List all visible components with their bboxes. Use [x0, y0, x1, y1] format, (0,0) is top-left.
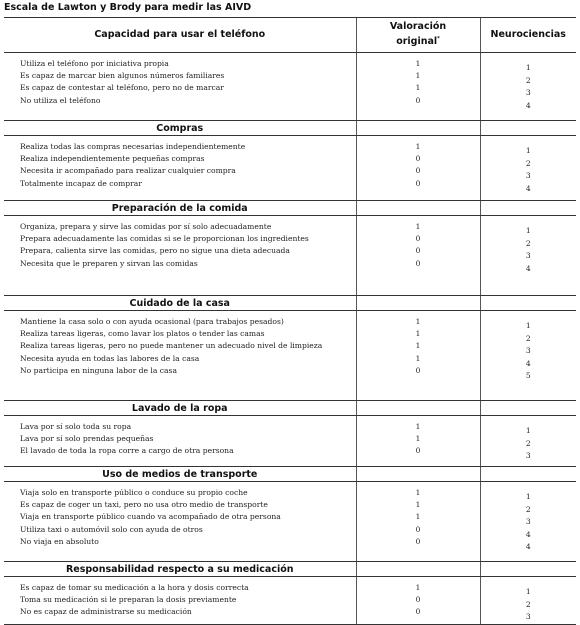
valoracion-value: 1	[415, 500, 421, 510]
section-header-empty-cell	[480, 296, 576, 311]
capacity-header: Capacidad para usar el teléfono	[4, 18, 356, 53]
list-item: El lavado de toda la ropa corre a cargo de otra persona	[20, 446, 234, 456]
list-item: Utiliza taxi o automóvil solo con ayuda de otros	[20, 524, 203, 534]
list-item: Mantiene la casa solo o con ayuda ocasional (para trabajos pesados)	[20, 317, 284, 326]
neurociencias-value: 2	[525, 158, 531, 168]
section-header-row	[4, 562, 576, 577]
valoracion-value: 1	[415, 59, 421, 68]
neurociencias-value: 1	[525, 587, 531, 596]
neurociencias-value: 1	[525, 321, 531, 330]
section-header-row	[4, 121, 576, 136]
page-title: Escala de Lawton y Brody para medir las AIVD	[4, 2, 252, 13]
section-body-row	[4, 311, 576, 401]
valoracion-cell	[356, 482, 480, 562]
list-item: Viaja solo en transporte público o conduce su propio coche	[20, 488, 248, 497]
valoracion-label: Valoración	[389, 21, 447, 33]
list-item: Realiza tareas ligeras, como lavar los platos o tender las camas	[20, 329, 265, 339]
list-item: Viaja en transporte público cuando va acompañado de otra persona	[20, 512, 281, 522]
section-header-empty-cell	[480, 401, 576, 416]
list-item: Prepara adecuadamente las comidas si se le proporcionan los ingredientes	[20, 234, 309, 244]
items-cell	[4, 482, 356, 562]
valoracion-header	[356, 18, 480, 53]
list-item: No viaja en absoluto	[20, 536, 99, 546]
neurociencias-cell	[480, 482, 576, 562]
neurociencias-value: 2	[525, 333, 531, 343]
neurociencias-value: 4	[525, 358, 531, 368]
valoracion-value: 0	[415, 178, 421, 188]
table-header-row	[4, 18, 576, 53]
section-header-empty-cell	[356, 467, 480, 482]
valoracion-value: 1	[415, 422, 421, 431]
valoracion-value: 1	[415, 488, 421, 497]
section-header-empty-cell	[480, 121, 576, 136]
section-header-empty-cell	[480, 201, 576, 216]
section-body-row	[4, 577, 576, 625]
list-item: No es capaz de administrarse su medicación	[20, 607, 192, 617]
section-header-row	[4, 467, 576, 482]
list-item: Utiliza el teléfono por iniciativa propia	[20, 59, 169, 68]
list-item: Lava por sí solo prendas pequeñas	[20, 434, 154, 444]
neurociencias-cell	[480, 311, 576, 401]
section-body-row	[4, 53, 576, 121]
neurociencias-value: 2	[525, 75, 531, 85]
neurociencias-value: 2	[525, 504, 531, 514]
section-header-empty-cell	[356, 121, 480, 136]
list-item: Necesita que le preparen y sirvan las comidas	[20, 258, 198, 268]
section-header-row	[4, 201, 576, 216]
valoracion-value: 1	[415, 512, 421, 522]
valoracion-value: 0	[415, 154, 421, 164]
neurociencias-value: 3	[525, 451, 531, 461]
list-item: Es capaz de tomar su medicación a la hora y dosis correcta	[20, 583, 249, 592]
section-body-row	[4, 482, 576, 562]
section-header-row	[4, 401, 576, 416]
valoracion-cell	[356, 577, 480, 625]
valoracion-value: 1	[415, 434, 421, 444]
valoracion-value: 1	[415, 83, 421, 93]
section-title: Cuidado de la casa	[4, 296, 356, 311]
section-header-empty-cell	[356, 562, 480, 577]
valoracion-value: 0	[415, 536, 421, 546]
neurociencias-value: 4	[525, 263, 531, 273]
neurociencias-value: 1	[525, 63, 531, 72]
neurociencias-cell	[480, 136, 576, 201]
list-item: No utiliza el teléfono	[20, 95, 101, 105]
neurociencias-value: 1	[525, 146, 531, 155]
neurociencias-cell	[480, 216, 576, 296]
valoracion-value: 0	[415, 365, 421, 375]
section-header-row	[4, 296, 576, 311]
neurociencias-cell	[480, 53, 576, 121]
section-title: Lavado de la ropa	[4, 401, 356, 416]
neurociencias-cell	[480, 577, 576, 625]
valoracion-value: 1	[415, 329, 421, 339]
items-cell	[4, 136, 356, 201]
section-body-row	[4, 216, 576, 296]
items-cell	[4, 216, 356, 296]
section-body-row	[4, 136, 576, 201]
list-item: Totalmente incapaz de comprar	[20, 178, 142, 188]
neurociencias-value: 4	[525, 100, 531, 110]
neurociencias-value: 3	[525, 88, 531, 98]
list-item: Necesita ir acompañado para realizar cualquier compra	[20, 166, 236, 176]
valoracion-value: 1	[415, 353, 421, 363]
valoracion-value: 0	[415, 166, 421, 176]
lawton-brody-table	[4, 17, 576, 625]
items-cell	[4, 577, 356, 625]
list-item: Organiza, prepara y sirve las comidas por sí solo adecuadamente	[20, 222, 272, 231]
valoracion-value: 0	[415, 595, 421, 605]
valoracion-value: 1	[415, 583, 421, 592]
section-header-empty-cell	[356, 401, 480, 416]
list-item: Es capaz de contestar al teléfono, pero no de marcar	[20, 83, 224, 93]
section-header-empty-cell	[480, 562, 576, 577]
valoracion-value: 0	[415, 524, 421, 534]
neurociencias-value: 2	[525, 438, 531, 448]
list-item: Prepara, calienta sirve las comidas, pero no sigue una dieta adecuada	[20, 246, 290, 256]
neurociencias-value: 1	[525, 426, 531, 435]
list-item: Es capaz de coger un taxi, pero no usa otro medio de transporte	[20, 500, 268, 510]
list-item: Realiza tareas ligeras, pero no puede mantener un adecuado nivel de limpieza	[20, 341, 323, 351]
list-item: Necesita ayuda en todas las labores de la casa	[20, 353, 200, 363]
neurociencias-value: 4	[525, 183, 531, 193]
neurociencias-value: 1	[525, 226, 531, 235]
neurociencias-value: 4	[525, 542, 531, 552]
table-body	[4, 53, 576, 625]
valoracion-value: 1	[415, 71, 421, 81]
neurociencias-value: 2	[525, 599, 531, 609]
section-body-row	[4, 416, 576, 467]
section-title: Preparación de la comida	[4, 201, 356, 216]
neurociencias-value: 3	[525, 346, 531, 356]
valoracion-value: 0	[415, 246, 421, 256]
valoracion-value: 0	[415, 95, 421, 105]
valoracion-value: 0	[415, 607, 421, 617]
section-header-empty-cell	[480, 467, 576, 482]
valoracion-value: 0	[415, 446, 421, 456]
neurociencias-value: 2	[525, 238, 531, 248]
list-item: No participa en ninguna labor de la casa	[20, 365, 177, 375]
valoracion-cell	[356, 136, 480, 201]
items-cell	[4, 416, 356, 467]
valoracion-value: 1	[415, 341, 421, 351]
list-item: Realiza independientemente pequeñas compras	[20, 154, 205, 164]
valoracion-cell	[356, 311, 480, 401]
neurociencias-cell	[480, 416, 576, 467]
neurociencias-value: 3	[525, 171, 531, 181]
valoracion-cell	[356, 53, 480, 121]
neurociencias-header: Neurociencias	[480, 18, 576, 53]
section-title: Responsabilidad respecto a su medicación	[4, 562, 356, 577]
footnote-star: *	[437, 36, 440, 43]
valoracion-value: 1	[415, 142, 421, 151]
valoracion-value: 0	[415, 234, 421, 244]
items-cell	[4, 311, 356, 401]
items-cell	[4, 53, 356, 121]
section-header-empty-cell	[356, 201, 480, 216]
list-item: Toma su medicación si le preparan la dosis previamente	[20, 595, 237, 605]
list-item: Es capaz de marcar bien algunos números familiares	[20, 71, 225, 81]
neurociencias-value: 3	[525, 251, 531, 261]
neurociencias-value: 5	[525, 371, 531, 381]
section-title: Compras	[4, 121, 356, 136]
neurociencias-value: 4	[525, 529, 531, 539]
neurociencias-value: 1	[525, 492, 531, 501]
section-title: Uso de medios de transporte	[4, 467, 356, 482]
original-label: original	[396, 36, 438, 48]
list-item: Realiza todas las compras necesarias independientemente	[20, 142, 246, 151]
neurociencias-value: 3	[525, 612, 531, 622]
valoracion-value: 0	[415, 258, 421, 268]
neurociencias-value: 3	[525, 517, 531, 527]
valoracion-value: 1	[415, 222, 421, 231]
valoracion-cell	[356, 416, 480, 467]
list-item: Lava por sí solo toda su ropa	[20, 422, 132, 431]
valoracion-value: 1	[415, 317, 421, 326]
section-header-empty-cell	[356, 296, 480, 311]
valoracion-cell	[356, 216, 480, 296]
